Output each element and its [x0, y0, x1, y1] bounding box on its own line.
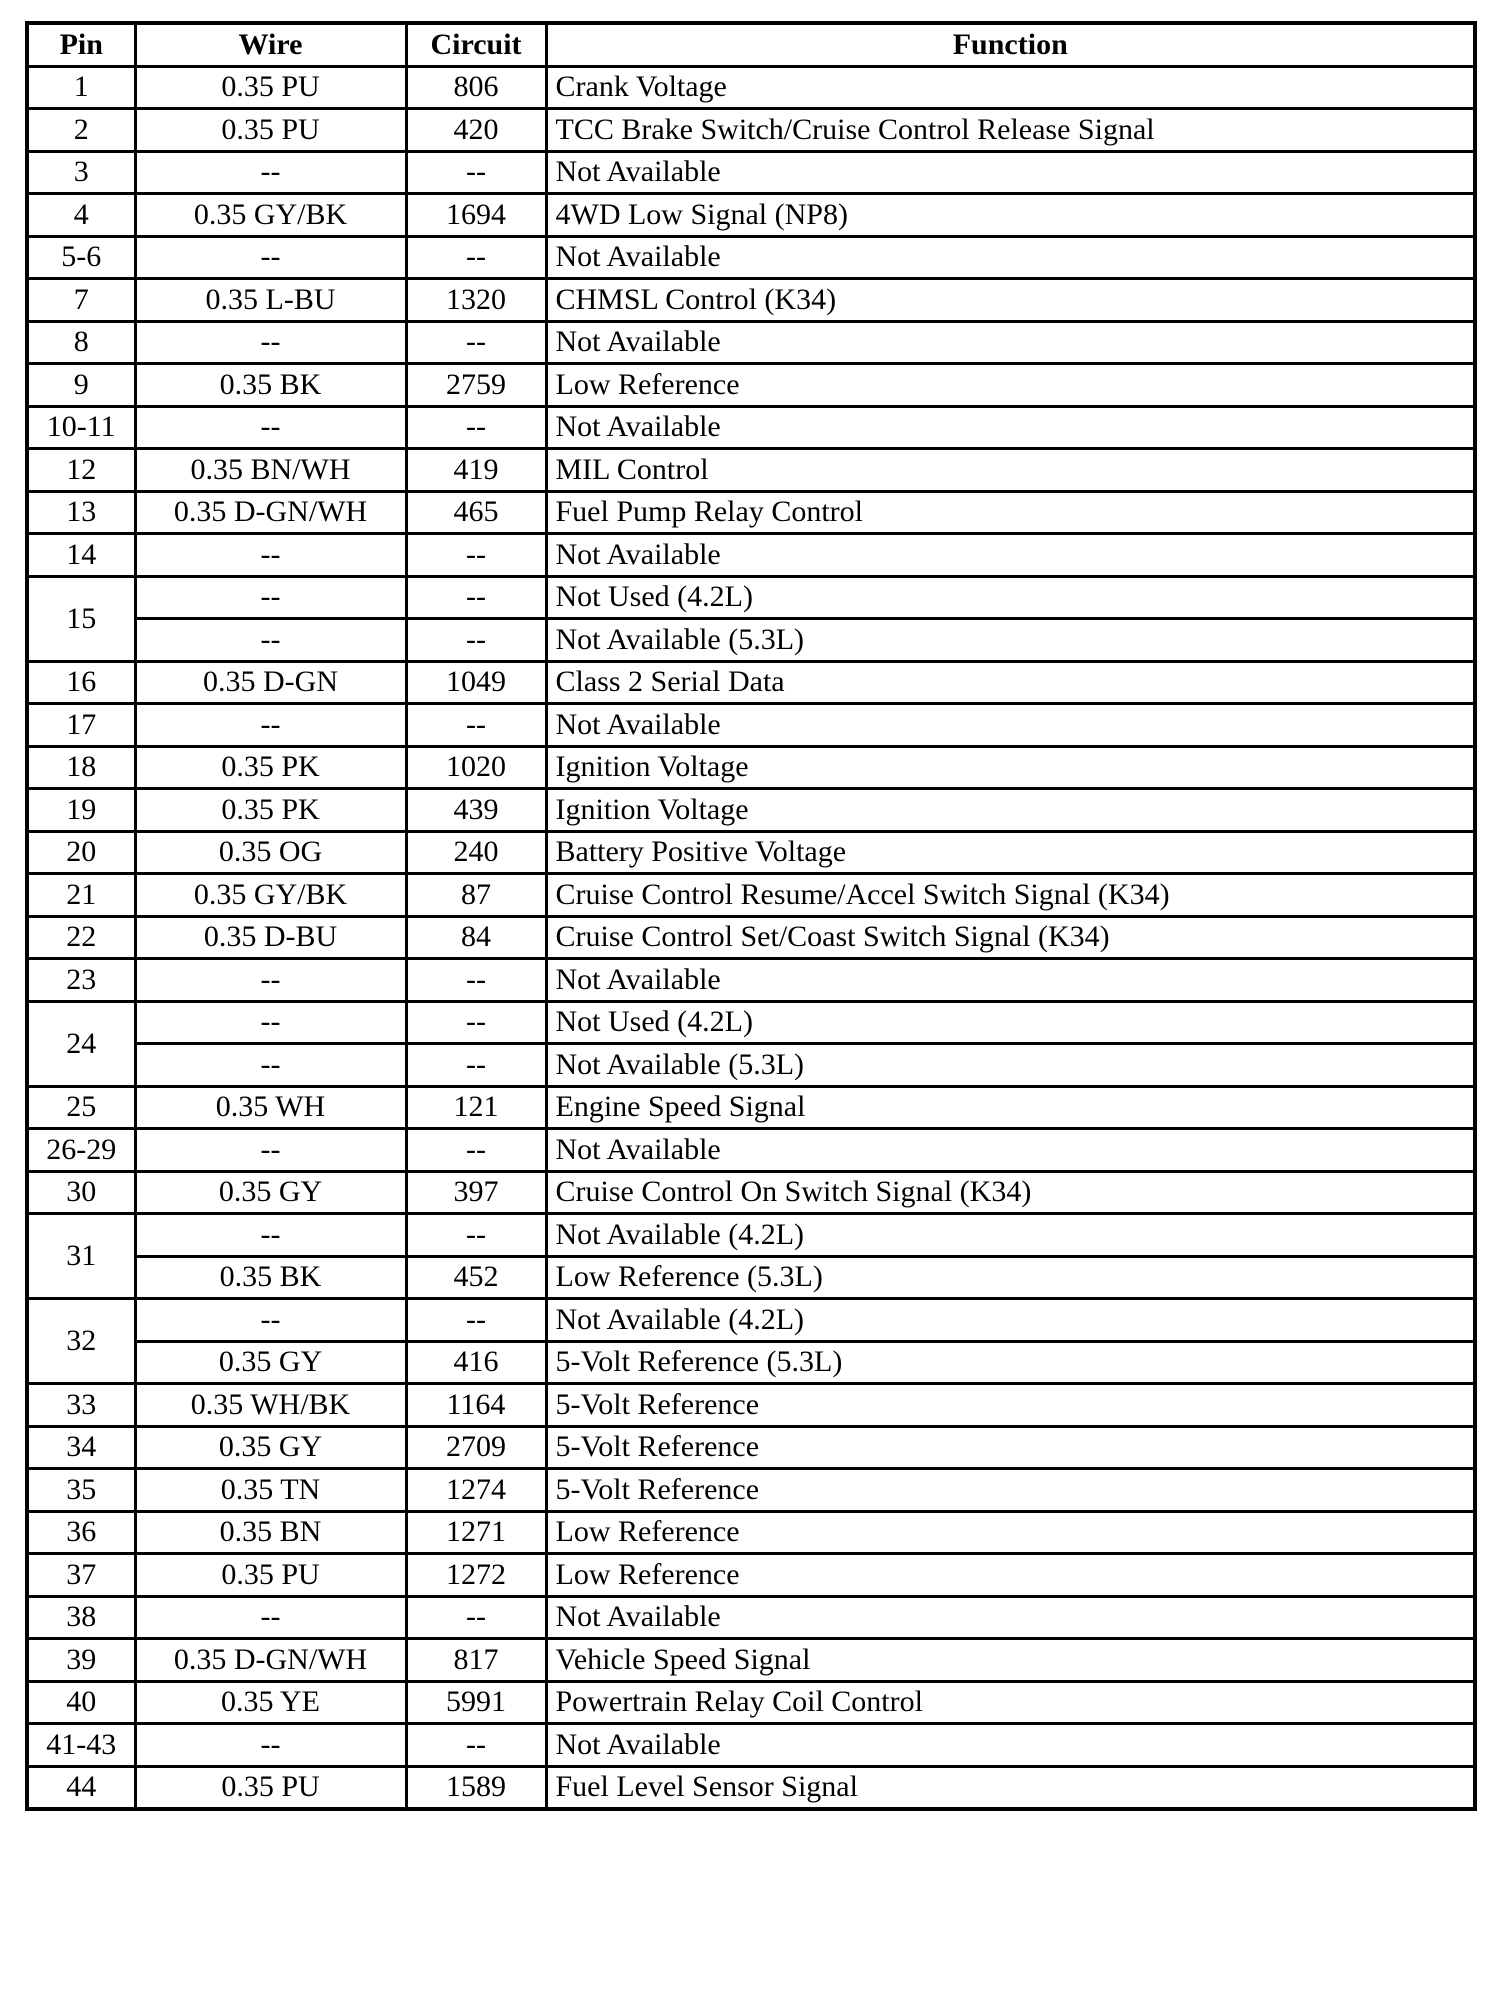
table-row — [27, 321, 1475, 364]
wire-cell: 0.35 GY — [135, 1171, 406, 1214]
pin-cell: 38 — [27, 1596, 135, 1639]
function-cell: 5-Volt Reference — [546, 1469, 1475, 1512]
wire-cell: 0.35 TN — [135, 1469, 406, 1512]
wire-cell: -- — [135, 151, 406, 194]
table-row — [27, 534, 1475, 577]
wire-cell: 0.35 BK — [135, 364, 406, 407]
wire-cell: 0.35 YE — [135, 1681, 406, 1724]
pin-cell: 37 — [27, 1554, 135, 1597]
wire-cell: 0.35 GY/BK — [135, 874, 406, 917]
wire-cell: 0.35 L-BU — [135, 279, 406, 322]
circuit-cell: 240 — [406, 831, 546, 874]
wire-cell: -- — [135, 1129, 406, 1172]
pin-cell: 3 — [27, 151, 135, 194]
wire-cell: 0.35 PK — [135, 789, 406, 832]
pin-cell: 18 — [27, 746, 135, 789]
pin-cell: 20 — [27, 831, 135, 874]
table-row — [27, 704, 1475, 747]
circuit-cell: 1274 — [406, 1469, 546, 1512]
wire-cell: -- — [135, 1596, 406, 1639]
function-cell: Low Reference — [546, 1554, 1475, 1597]
function-cell: Battery Positive Voltage — [546, 831, 1475, 874]
function-cell: Engine Speed Signal — [546, 1086, 1475, 1129]
circuit-cell: 419 — [406, 449, 546, 492]
circuit-cell: -- — [406, 1214, 546, 1257]
function-cell: Not Available — [546, 1724, 1475, 1767]
pin-cell: 5-6 — [27, 236, 135, 279]
table-row — [27, 1341, 1475, 1384]
table-row — [27, 236, 1475, 279]
pin-cell: 31 — [27, 1214, 135, 1299]
table-row — [27, 1256, 1475, 1299]
wire-cell: 0.35 PU — [135, 1766, 406, 1809]
pin-cell: 9 — [27, 364, 135, 407]
wire-cell: -- — [135, 321, 406, 364]
wire-cell: 0.35 OG — [135, 831, 406, 874]
wire-cell: -- — [135, 1299, 406, 1342]
circuit-cell: 817 — [406, 1639, 546, 1682]
wire-cell: 0.35 WH — [135, 1086, 406, 1129]
header-function: Function — [546, 23, 1475, 66]
pin-cell: 23 — [27, 959, 135, 1002]
wire-cell: 0.35 D-GN/WH — [135, 491, 406, 534]
circuit-cell: 806 — [406, 66, 546, 109]
circuit-cell: -- — [406, 1129, 546, 1172]
circuit-cell: -- — [406, 534, 546, 577]
table-row — [27, 661, 1475, 704]
pin-cell: 32 — [27, 1299, 135, 1384]
circuit-cell: 5991 — [406, 1681, 546, 1724]
circuit-cell: -- — [406, 1299, 546, 1342]
table-row — [27, 194, 1475, 237]
circuit-cell: 452 — [406, 1256, 546, 1299]
pin-cell: 13 — [27, 491, 135, 534]
table-row — [27, 576, 1475, 619]
wire-cell: -- — [135, 236, 406, 279]
pin-cell: 14 — [27, 534, 135, 577]
table-row — [27, 1639, 1475, 1682]
table-row — [27, 831, 1475, 874]
function-cell: Not Available (4.2L) — [546, 1214, 1475, 1257]
circuit-cell: -- — [406, 1044, 546, 1087]
pin-cell: 21 — [27, 874, 135, 917]
pin-cell: 39 — [27, 1639, 135, 1682]
wire-cell: 0.35 PK — [135, 746, 406, 789]
function-cell: 5-Volt Reference (5.3L) — [546, 1341, 1475, 1384]
function-cell: Not Available (4.2L) — [546, 1299, 1475, 1342]
table-row — [27, 1511, 1475, 1554]
wire-cell: 0.35 BK — [135, 1256, 406, 1299]
function-cell: Not Available — [546, 704, 1475, 747]
wire-cell: 0.35 D-GN — [135, 661, 406, 704]
table-row — [27, 1384, 1475, 1427]
table-row — [27, 1426, 1475, 1469]
table-row — [27, 619, 1475, 662]
header-circuit: Circuit — [406, 23, 546, 66]
circuit-cell: 1694 — [406, 194, 546, 237]
pin-cell: 40 — [27, 1681, 135, 1724]
pin-cell: 12 — [27, 449, 135, 492]
pin-cell: 33 — [27, 1384, 135, 1427]
wire-cell: 0.35 D-GN/WH — [135, 1639, 406, 1682]
pin-cell: 2 — [27, 109, 135, 152]
function-cell: Class 2 Serial Data — [546, 661, 1475, 704]
wire-cell: -- — [135, 1214, 406, 1257]
circuit-cell: 84 — [406, 916, 546, 959]
wire-cell: 0.35 PU — [135, 109, 406, 152]
circuit-cell: 87 — [406, 874, 546, 917]
table-row — [27, 746, 1475, 789]
function-cell: Not Available — [546, 1596, 1475, 1639]
wire-cell: -- — [135, 1001, 406, 1044]
function-cell: MIL Control — [546, 449, 1475, 492]
circuit-cell: 465 — [406, 491, 546, 534]
pin-cell: 4 — [27, 194, 135, 237]
circuit-cell: 1020 — [406, 746, 546, 789]
wire-cell: -- — [135, 959, 406, 1002]
pin-cell: 17 — [27, 704, 135, 747]
circuit-cell: 1272 — [406, 1554, 546, 1597]
function-cell: CHMSL Control (K34) — [546, 279, 1475, 322]
circuit-cell: 397 — [406, 1171, 546, 1214]
wire-cell: -- — [135, 619, 406, 662]
table-row — [27, 449, 1475, 492]
wire-cell: 0.35 D-BU — [135, 916, 406, 959]
circuit-cell: -- — [406, 1596, 546, 1639]
pin-cell: 19 — [27, 789, 135, 832]
circuit-cell: -- — [406, 704, 546, 747]
table-row — [27, 1171, 1475, 1214]
wire-cell: 0.35 GY — [135, 1426, 406, 1469]
circuit-cell: 439 — [406, 789, 546, 832]
pin-cell: 24 — [27, 1001, 135, 1086]
table-row — [27, 109, 1475, 152]
pin-cell: 15 — [27, 576, 135, 661]
pin-cell: 26-29 — [27, 1129, 135, 1172]
pin-cell: 8 — [27, 321, 135, 364]
table-row — [27, 1044, 1475, 1087]
table-row — [27, 1681, 1475, 1724]
function-cell: 5-Volt Reference — [546, 1426, 1475, 1469]
function-cell: 4WD Low Signal (NP8) — [546, 194, 1475, 237]
connector-pinout-table — [25, 21, 1477, 1811]
function-cell: Not Available (5.3L) — [546, 1044, 1475, 1087]
table-row — [27, 1086, 1475, 1129]
table-row — [27, 1469, 1475, 1512]
wire-cell: -- — [135, 576, 406, 619]
function-cell: Crank Voltage — [546, 66, 1475, 109]
function-cell: Not Available — [546, 534, 1475, 577]
circuit-cell: -- — [406, 236, 546, 279]
table-row — [27, 491, 1475, 534]
wire-cell: 0.35 PU — [135, 66, 406, 109]
circuit-cell: -- — [406, 321, 546, 364]
function-cell: Low Reference — [546, 1511, 1475, 1554]
function-cell: Powertrain Relay Coil Control — [546, 1681, 1475, 1724]
table-row — [27, 364, 1475, 407]
table-row — [27, 406, 1475, 449]
table-row — [27, 789, 1475, 832]
function-cell: Not Used (4.2L) — [546, 1001, 1475, 1044]
function-cell: Not Available — [546, 406, 1475, 449]
circuit-cell: -- — [406, 406, 546, 449]
wire-cell: -- — [135, 1044, 406, 1087]
circuit-cell: -- — [406, 959, 546, 1002]
wire-cell: 0.35 WH/BK — [135, 1384, 406, 1427]
pin-cell: 35 — [27, 1469, 135, 1512]
table-row — [27, 1214, 1475, 1257]
circuit-cell: -- — [406, 151, 546, 194]
function-cell: Not Available — [546, 236, 1475, 279]
table-row — [27, 1596, 1475, 1639]
function-cell: Ignition Voltage — [546, 789, 1475, 832]
table-row — [27, 959, 1475, 1002]
circuit-cell: -- — [406, 1001, 546, 1044]
function-cell: Not Used (4.2L) — [546, 576, 1475, 619]
function-cell: TCC Brake Switch/Cruise Control Release Signal — [546, 109, 1475, 152]
wire-cell: -- — [135, 1724, 406, 1767]
wire-cell: -- — [135, 406, 406, 449]
table-row — [27, 1724, 1475, 1767]
function-cell: Fuel Pump Relay Control — [546, 491, 1475, 534]
circuit-cell: 1320 — [406, 279, 546, 322]
circuit-cell: 1164 — [406, 1384, 546, 1427]
table-row — [27, 1299, 1475, 1342]
circuit-cell: 1049 — [406, 661, 546, 704]
table-row — [27, 151, 1475, 194]
function-cell: Vehicle Speed Signal — [546, 1639, 1475, 1682]
circuit-cell: 420 — [406, 109, 546, 152]
pin-cell: 22 — [27, 916, 135, 959]
pin-cell: 34 — [27, 1426, 135, 1469]
wire-cell: -- — [135, 704, 406, 747]
table-row — [27, 874, 1475, 917]
pin-cell: 7 — [27, 279, 135, 322]
circuit-cell: 416 — [406, 1341, 546, 1384]
table-row — [27, 1766, 1475, 1809]
pin-cell: 30 — [27, 1171, 135, 1214]
pin-cell: 10-11 — [27, 406, 135, 449]
function-cell: Not Available — [546, 1129, 1475, 1172]
wire-cell: 0.35 BN/WH — [135, 449, 406, 492]
function-cell: Low Reference (5.3L) — [546, 1256, 1475, 1299]
wire-cell: 0.35 BN — [135, 1511, 406, 1554]
pin-cell: 16 — [27, 661, 135, 704]
wire-cell: 0.35 GY — [135, 1341, 406, 1384]
circuit-cell: 2759 — [406, 364, 546, 407]
circuit-cell: 1271 — [406, 1511, 546, 1554]
pin-cell: 44 — [27, 1766, 135, 1809]
wire-cell: 0.35 GY/BK — [135, 194, 406, 237]
table-row — [27, 1001, 1475, 1044]
pin-cell: 25 — [27, 1086, 135, 1129]
pin-cell: 41-43 — [27, 1724, 135, 1767]
function-cell: Cruise Control On Switch Signal (K34) — [546, 1171, 1475, 1214]
table-row — [27, 1554, 1475, 1597]
wire-cell: 0.35 PU — [135, 1554, 406, 1597]
circuit-cell: 121 — [406, 1086, 546, 1129]
table-row — [27, 916, 1475, 959]
function-cell: Cruise Control Resume/Accel Switch Signal (K34) — [546, 874, 1475, 917]
pin-cell: 1 — [27, 66, 135, 109]
circuit-cell: 2709 — [406, 1426, 546, 1469]
table-row — [27, 66, 1475, 109]
pin-cell: 36 — [27, 1511, 135, 1554]
table-row — [27, 1129, 1475, 1172]
table-row — [27, 279, 1475, 322]
function-cell: Not Available — [546, 959, 1475, 1002]
circuit-cell: -- — [406, 576, 546, 619]
function-cell: Not Available (5.3L) — [546, 619, 1475, 662]
function-cell: 5-Volt Reference — [546, 1384, 1475, 1427]
function-cell: Cruise Control Set/Coast Switch Signal (K34) — [546, 916, 1475, 959]
function-cell: Ignition Voltage — [546, 746, 1475, 789]
header-row — [27, 23, 1475, 66]
circuit-cell: -- — [406, 619, 546, 662]
circuit-cell: 1589 — [406, 1766, 546, 1809]
function-cell: Low Reference — [546, 364, 1475, 407]
wire-cell: -- — [135, 534, 406, 577]
header-pin: Pin — [27, 23, 135, 66]
header-wire: Wire — [135, 23, 406, 66]
circuit-cell: -- — [406, 1724, 546, 1767]
function-cell: Not Available — [546, 321, 1475, 364]
function-cell: Fuel Level Sensor Signal — [546, 1766, 1475, 1809]
function-cell: Not Available — [546, 151, 1475, 194]
